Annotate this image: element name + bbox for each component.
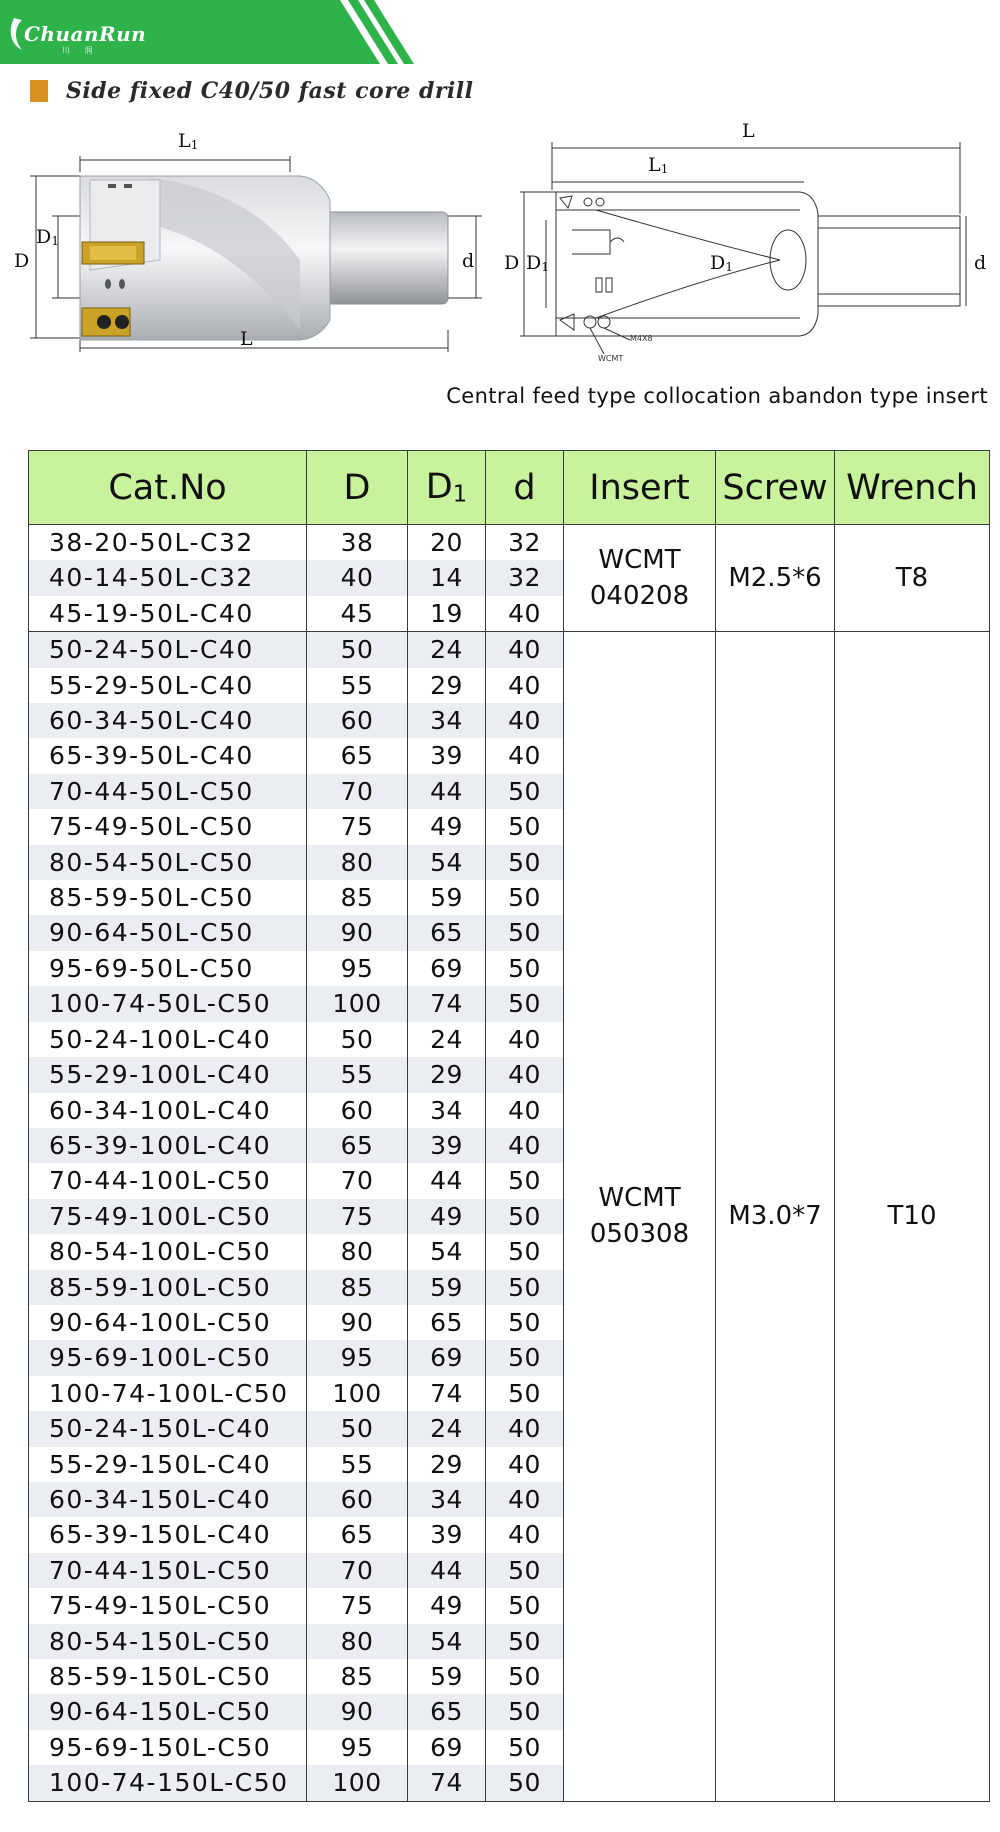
cell-D: 90 [307,1305,408,1340]
cell-cat-no: 90-64-100L-C50 [29,1305,307,1340]
table-body [29,525,990,1802]
cell-cat-no: 75-49-150L-C50 [29,1588,307,1623]
section-marker [30,80,48,102]
cell-D: 80 [307,845,408,880]
cell-D1: 59 [408,1270,486,1305]
cell-D: 90 [307,1694,408,1729]
cell-d: 40 [486,1057,564,1092]
cell-D1: 39 [408,738,486,773]
cell-d: 50 [486,1730,564,1765]
cell-D1: 19 [408,596,486,632]
cell-cat-no: 55-29-100L-C40 [29,1057,307,1092]
cell-D1: 29 [408,1057,486,1092]
cell-cat-no: 75-49-50L-C50 [29,809,307,844]
cell-D: 85 [307,1659,408,1694]
cell-cat-no: 40-14-50L-C32 [29,560,307,595]
cell-d: 40 [486,703,564,738]
cell-D: 70 [307,774,408,809]
cell-d: 50 [486,845,564,880]
cell-d: 50 [486,1553,564,1588]
cell-D1: 69 [408,951,486,986]
cell-d: 50 [486,1694,564,1729]
cell-D: 80 [307,1624,408,1659]
dim-label-D: D [14,250,30,272]
cell-d: 50 [486,880,564,915]
cell-screw: M3.0*7 [716,632,835,1801]
cell-d: 40 [486,1022,564,1057]
cell-d: 40 [486,668,564,703]
cell-cat-no: 100-74-150L-C50 [29,1765,307,1801]
cell-D: 50 [307,1022,408,1057]
cell-cat-no: 50-24-150L-C40 [29,1411,307,1446]
cell-cat-no: 60-34-100L-C40 [29,1093,307,1128]
cell-D1: 29 [408,668,486,703]
cell-D: 90 [307,915,408,950]
cell-d: 40 [486,1447,564,1482]
cell-d: 50 [486,809,564,844]
cell-cat-no: 95-69-150L-C50 [29,1730,307,1765]
cell-D: 100 [307,986,408,1021]
cell-cat-no: 85-59-150L-C50 [29,1659,307,1694]
cell-D: 100 [307,1765,408,1801]
cell-D1: 24 [408,632,486,668]
insert-code: 050308 [589,1219,690,1250]
col-header-d: d [486,451,564,525]
cell-cat-no: 90-64-50L-C50 [29,915,307,950]
cell-D1: 69 [408,1340,486,1375]
cell-cat-no: 100-74-50L-C50 [29,986,307,1021]
cell-cat-no: 55-29-150L-C40 [29,1447,307,1482]
table-header-row [29,451,990,525]
cell-D1: 49 [408,809,486,844]
cell-cat-no: 85-59-100L-C50 [29,1270,307,1305]
cell-D1: 34 [408,1482,486,1517]
cell-D: 38 [307,525,408,561]
cell-wrench: T10 [835,632,990,1801]
cell-d: 50 [486,915,564,950]
cell-D1: 34 [408,1093,486,1128]
cell-D1: 59 [408,880,486,915]
cell-d: 50 [486,1659,564,1694]
cell-D: 95 [307,951,408,986]
cell-D: 85 [307,1270,408,1305]
cell-d: 50 [486,951,564,986]
cell-d: 50 [486,1340,564,1375]
cell-D1: 54 [408,1624,486,1659]
cell-d: 32 [486,525,564,561]
dim-label-D1: D1 [36,226,60,248]
cell-D: 40 [307,560,408,595]
insert-callout: WCMT [598,354,624,363]
cell-D: 75 [307,809,408,844]
cell-D: 75 [307,1199,408,1234]
cell-D: 85 [307,880,408,915]
caption: Central feed type collocation abandon type insert [446,384,988,408]
cell-d: 50 [486,1305,564,1340]
dim-label-D1-right: D1 [526,252,550,274]
cell-cat-no: 65-39-50L-C40 [29,738,307,773]
cell-D1: 65 [408,915,486,950]
cell-D1: 24 [408,1022,486,1057]
cell-d: 50 [486,1270,564,1305]
table-row [29,525,990,561]
cell-cat-no: 80-54-50L-C50 [29,845,307,880]
cell-cat-no: 90-64-150L-C50 [29,1694,307,1729]
cell-cat-no: 60-34-50L-C40 [29,703,307,738]
dim-label-L1-right: L1 [648,154,669,176]
cell-d: 40 [486,738,564,773]
cell-D1: 44 [408,774,486,809]
cell-D: 75 [307,1588,408,1623]
cell-cat-no: 75-49-100L-C50 [29,1199,307,1234]
table-row [29,632,990,668]
cell-D: 55 [307,668,408,703]
brand-band-graphic [0,0,1000,64]
dim-label-d: d [462,250,475,272]
cell-D: 55 [307,1057,408,1092]
cell-D1: 65 [408,1305,486,1340]
cell-D: 50 [307,1411,408,1446]
cell-D1: 39 [408,1128,486,1163]
product-drawing-left [0,130,500,370]
technical-line-drawing [500,130,990,370]
dim-label-L1: L1 [178,130,199,152]
dim-label-D-right: D [504,252,520,274]
col-header-insert: Insert [564,451,716,525]
cell-D1: 54 [408,845,486,880]
cell-d: 40 [486,1411,564,1446]
technical-drawing-right [500,120,990,370]
cell-D: 95 [307,1730,408,1765]
cell-cat-no: 45-19-50L-C40 [29,596,307,632]
cell-d: 40 [486,1093,564,1128]
cell-d: 40 [486,1128,564,1163]
brand-logo-subtext: 川 润 [62,46,99,55]
cell-cat-no: 100-74-100L-C50 [29,1376,307,1411]
col-header-cat-no: Cat.No [29,451,307,525]
cell-D: 100 [307,1376,408,1411]
cell-D1: 34 [408,703,486,738]
cell-cat-no: 70-44-150L-C50 [29,1553,307,1588]
dim-label-D1-center: D1 [710,252,734,274]
cell-D1: 24 [408,1411,486,1446]
insert-code: 040208 [589,581,690,612]
col-header-D: D [307,451,408,525]
brand-logo-text: ChuanRun [24,22,147,46]
cell-D: 70 [307,1163,408,1198]
dim-label-L: L [240,328,253,350]
cell-d: 50 [486,774,564,809]
cell-cat-no: 50-24-100L-C40 [29,1022,307,1057]
cell-cat-no: 65-39-150L-C40 [29,1517,307,1552]
cell-d: 40 [486,596,564,632]
spec-table [28,450,990,1802]
cell-d: 40 [486,1482,564,1517]
cell-cat-no: 70-44-100L-C50 [29,1163,307,1198]
cell-cat-no: 65-39-100L-C40 [29,1128,307,1163]
cell-D: 65 [307,738,408,773]
cell-cat-no: 55-29-50L-C40 [29,668,307,703]
cell-D1: 20 [408,525,486,561]
cell-D1: 44 [408,1553,486,1588]
col-header-D1: D1 [408,451,486,525]
cell-D: 95 [307,1340,408,1375]
cell-insert [564,525,716,632]
cell-wrench: T8 [835,525,990,632]
cell-d: 50 [486,1234,564,1269]
dim-label-L-right: L [742,120,755,142]
cell-D: 55 [307,1447,408,1482]
cell-D: 65 [307,1128,408,1163]
cell-D: 60 [307,1093,408,1128]
col-header-screw: Screw [716,451,835,525]
cell-cat-no: 50-24-50L-C40 [29,632,307,668]
cell-d: 40 [486,632,564,668]
cell-d: 50 [486,1765,564,1801]
cell-D: 50 [307,632,408,668]
cell-D1: 69 [408,1730,486,1765]
dim-label-d-right: d [974,252,987,274]
insert-grade: WCMT [598,545,681,576]
cell-D: 65 [307,1517,408,1552]
cell-cat-no: 80-54-150L-C50 [29,1624,307,1659]
brand-header-band [0,0,1000,64]
cell-d: 50 [486,1163,564,1198]
cell-d: 50 [486,1199,564,1234]
cell-D1: 49 [408,1588,486,1623]
screw-callout: M4X8 [630,334,653,343]
cell-insert [564,632,716,1801]
cell-cat-no: 70-44-50L-C50 [29,774,307,809]
cell-D: 60 [307,1482,408,1517]
cell-cat-no: 80-54-100L-C50 [29,1234,307,1269]
cell-cat-no: 95-69-100L-C50 [29,1340,307,1375]
cell-D: 60 [307,703,408,738]
cell-d: 50 [486,1588,564,1623]
cell-D: 45 [307,596,408,632]
cell-D1: 74 [408,986,486,1021]
cell-D1: 44 [408,1163,486,1198]
cell-D1: 59 [408,1659,486,1694]
cell-d: 40 [486,1517,564,1552]
cell-D1: 39 [408,1517,486,1552]
cell-cat-no: 38-20-50L-C32 [29,525,307,561]
cell-d: 50 [486,1376,564,1411]
cell-d: 50 [486,1624,564,1659]
cell-D1: 14 [408,560,486,595]
cell-D1: 54 [408,1234,486,1269]
cell-screw: M2.5*6 [716,525,835,632]
cell-cat-no: 95-69-50L-C50 [29,951,307,986]
section-title: Side fixed C40/50 fast core drill [66,78,474,104]
cell-d: 50 [486,986,564,1021]
cell-cat-no: 60-34-150L-C40 [29,1482,307,1517]
cell-D: 80 [307,1234,408,1269]
cell-cat-no: 85-59-50L-C50 [29,880,307,915]
cell-D1: 65 [408,1694,486,1729]
insert-grade: WCMT [598,1183,681,1214]
section-title-row [30,78,473,104]
cell-D: 70 [307,1553,408,1588]
cell-D1: 49 [408,1199,486,1234]
cell-D1: 74 [408,1765,486,1801]
col-header-wrench: Wrench [835,451,990,525]
cell-D1: 74 [408,1376,486,1411]
cell-D1: 29 [408,1447,486,1482]
cell-d: 32 [486,560,564,595]
